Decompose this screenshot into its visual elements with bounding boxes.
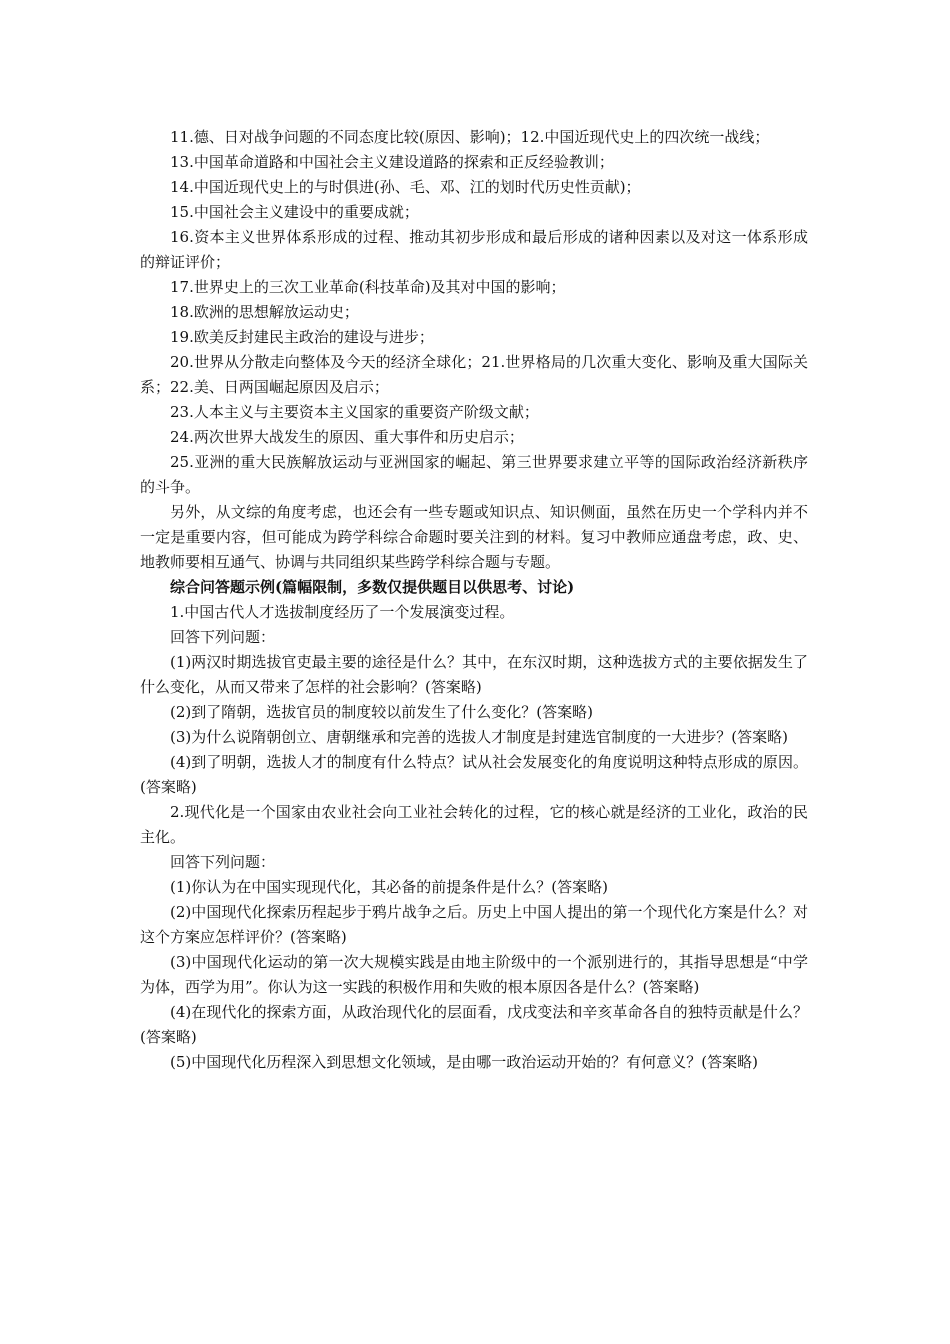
paragraph: 回答下列问题： — [170, 628, 276, 646]
section-heading: 综合问答题示例(篇幅限制，多数仅提供题目以供思考、讨论) — [170, 578, 575, 596]
paragraph: (2)到了隋朝，选拔官员的制度较以前发生了什么变化？(答案略) — [170, 703, 593, 721]
paragraph: (1)你认为在中国实现现代化，其必备的前提条件是什么？(答案略) — [170, 878, 608, 896]
paragraph: (2)中国现代化探索历程起步于鸦片战争之后。历史上中国人提出的第一个现代化方案是什么？对这个方案应怎样评价？(答案略) — [140, 903, 808, 946]
paragraph: 11.德、日对战争问题的不同态度比较(原因、影响)；12.中国近现代史上的四次统一战线； — [170, 128, 770, 146]
paragraph: 25.亚洲的重大民族解放运动与亚洲国家的崛起、第三世界要求建立平等的国际政治经济新秩序的斗争。 — [140, 453, 808, 496]
paragraph: (3)中国现代化运动的第一次大规模实践是由地主阶级中的一个派别进行的，其指导思想是“中学为体，西学为用”。你认为这一实践的积极作用和失败的根本原因各是什么？(答案略) — [140, 953, 808, 996]
paragraph: (5)中国现代化历程深入到思想文化领域，是由哪一政治运动开始的？有何意义？(答案略) — [170, 1053, 758, 1071]
paragraph: (1)两汉时期选拔官吏最主要的途径是什么？其中，在东汉时期，这种选拔方式的主要依据发生了什么变化，从而又带来了怎样的社会影响？(答案略) — [140, 653, 808, 696]
paragraph: 另外，从文综的角度考虑，也还会有一些专题或知识点、知识侧面，虽然在历史一个学科内并不一定是重要内容，但可能成为跨学科综合命题时要关注到的材料。复习中教师应通盘考虑，政、史、地教师要相互通气、协调与共同组织某些跨学科综合题与专题。 — [140, 503, 808, 571]
paragraph: 14.中国近现代史上的与时俱进(孙、毛、邓、江的划时代历史性贡献)； — [170, 178, 641, 196]
paragraph: 2.现代化是一个国家由农业社会向工业社会转化的过程，它的核心就是经济的工业化，政治的民主化。 — [140, 803, 808, 846]
paragraph: 20.世界从分散走向整体及今天的经济全球化；21.世界格局的几次重大变化、影响及重大国际关系；22.美、日两国崛起原因及启示； — [140, 353, 808, 396]
paragraph: 1.中国古代人才选拔制度经历了一个发展演变过程。 — [170, 603, 515, 621]
paragraph: 24.两次世界大战发生的原因、重大事件和历史启示； — [170, 428, 524, 446]
paragraph: 23.人本主义与主要资本主义国家的重要资产阶级文献； — [170, 403, 539, 421]
paragraph: (4)到了明朝，选拔人才的制度有什么特点？试从社会发展变化的角度说明这种特点形成的原因。(答案略) — [140, 753, 808, 796]
paragraph: 17.世界史上的三次工业革命(科技革命)及其对中国的影响； — [170, 278, 566, 296]
paragraph: 回答下列问题： — [170, 853, 276, 871]
document-body — [140, 125, 808, 1075]
paragraph: 15.中国社会主义建设中的重要成就； — [170, 203, 419, 221]
paragraph: 18.欧洲的思想解放运动史； — [170, 303, 359, 321]
paragraph: 16.资本主义世界体系形成的过程、推动其初步形成和最后形成的诸种因素以及对这一体系形成的辩证评价； — [140, 228, 808, 271]
paragraph: (3)为什么说隋朝创立、唐朝继承和完善的选拔人才制度是封建选官制度的一大进步？(答案略) — [170, 728, 788, 746]
paragraph: 19.欧美反封建民主政治的建设与进步； — [170, 328, 434, 346]
paragraph: 13.中国革命道路和中国社会主义建设道路的探索和正反经验教训； — [170, 153, 614, 171]
paragraph: (4)在现代化的探索方面，从政治现代化的层面看，戊戌变法和辛亥革命各自的独特贡献是什么？(答案略) — [140, 1003, 808, 1046]
